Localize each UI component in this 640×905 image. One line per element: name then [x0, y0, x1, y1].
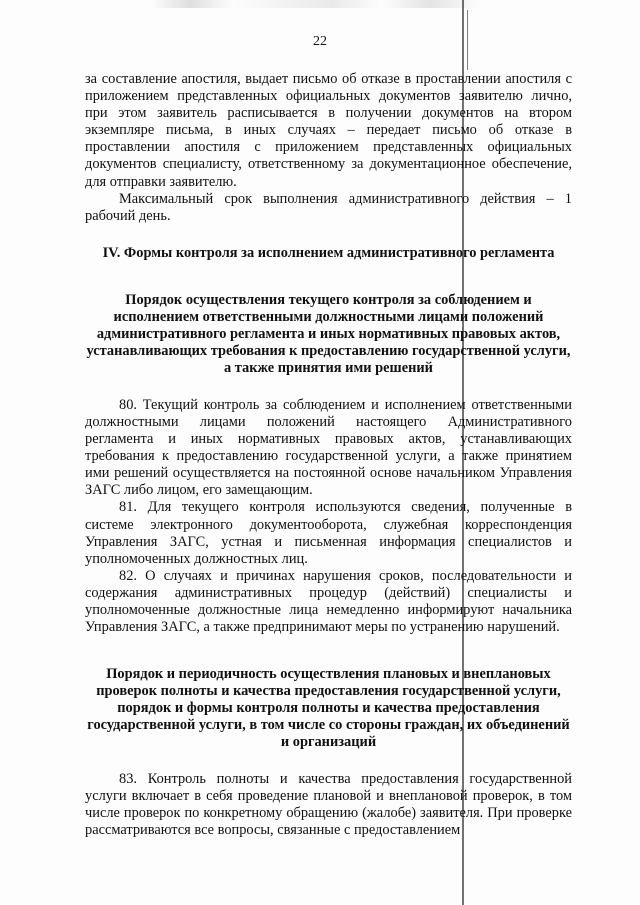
section-heading: IV. Формы контроля за исполнением административного регламента: [102, 244, 555, 261]
paragraph: 81. Для текущего контроля используются сведения, полученные в системе электронного документооборота, служебная корреспонденция Управления ЗАГС, устная и письменная информация специалистов и уполномоченных должностных лиц.: [85, 499, 572, 567]
paragraph: 80. Текущий контроль за соблюдением и исполнением ответственными должностными лицами положений настоящего Административного регламента и иных нормативных правовых актов, устанавливающих требования к предоставлению государственной услуги, а также принятием ими решений осуществляется на постоянной основе начальником Управления ЗАГС либо лицом, его замещающим.: [85, 396, 572, 499]
scan-artifact: [150, 0, 480, 8]
page-number: 22: [313, 34, 327, 49]
paragraph: за составление апостиля, выдает письмо об отказе в проставлении апостиля с приложением представленных официальных документов заявителю лично, при этом заявитель расписывается в получении документов на втором экземпляре письма, в иных случаях – передает письмо об отказе в проставлении апостиля с приложением представленных официальных документов специалисту, ответственному за документационное обеспечение, для отправки заявителю.: [85, 71, 572, 190]
paragraph: Максимальный срок выполнения административного действия – 1 рабочий день.: [85, 190, 572, 224]
paragraph: 82. О случаях и причинах нарушения сроков, последовательности и содержания административных процедур (действий) специалисты и уполномоченные должностные лица немедленно информируют начальника Управления ЗАГС, а также предпринимают меры по устранению нарушений.: [85, 567, 572, 636]
subsection-heading: Порядок и периодичность осуществления плановых и внеплановых проверок полноты и качества предоставления государственной услуги, порядок и формы контроля полноты и качества предоставления государственной услуги, в том числе со стороны граждан, их объединений и организаций: [87, 666, 570, 751]
document-body: [85, 71, 572, 840]
paragraph: 83. Контроль полноты и качества предоставления государственной услуги включает в себя проведение плановой и внеплановой проверок, в том числе проверок по конкретному обращению (жалобе) заявителя. При проверке рассматриваются все вопросы, связанные с предоставлением: [85, 771, 572, 839]
subsection-heading: Порядок осуществления текущего контроля за соблюдением и исполнением ответственными должностными лицами положений административного регламента и иных нормативных правовых актов, устанавливающих требования к предоставлению государственной услуги, а также принятия ими решений: [86, 291, 571, 376]
